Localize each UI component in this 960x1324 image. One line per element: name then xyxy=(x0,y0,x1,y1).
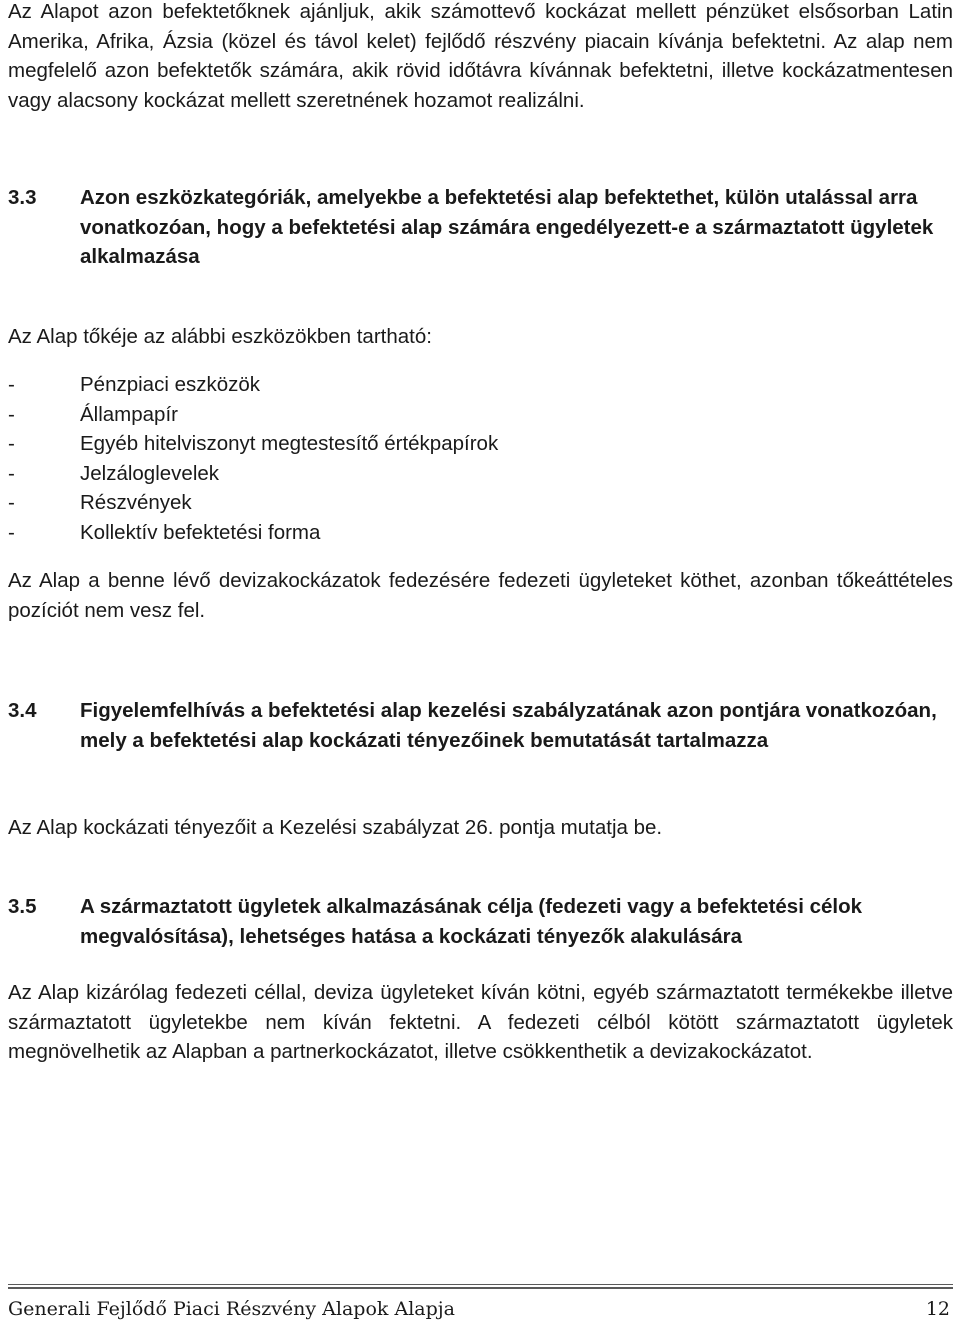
section-3-4-heading xyxy=(8,696,953,755)
section-title: Azon eszközkategóriák, amelyekbe a befektetési alap befektethet, külön utalással arra vonatkozóan, hogy a befektetési alap számára engedélyezett-e a származtatott ügyletek alkalmazása xyxy=(80,186,934,268)
list-item: - Jelzáloglevelek xyxy=(8,461,220,485)
section-3-5-heading xyxy=(8,892,953,951)
section-number: 3.3 xyxy=(8,186,37,209)
section-3-3-heading xyxy=(8,183,953,272)
section-number: 3.5 xyxy=(8,895,37,918)
intro-paragraph: Az Alapot azon befektetőknek ajánljuk, akik számottevő kockázat mellett pénzüket elsősorban Latin Amerika, Afrika, Ázsia (közel és távol kelet) fejlődő részvény piacain kívánja befektetni. Az alap nem megfelelő azon befektetők számára, akik rövid időtávra kívánnak befektetni, illetve kockázatmentesen vagy alacsony kockázat mellett szeretnének hozamot realizálni. xyxy=(8,0,953,112)
page-number: 12 xyxy=(925,1298,950,1320)
list-item: - Pénzpiaci eszközök xyxy=(8,373,261,396)
asset-list xyxy=(8,370,498,547)
section-3-3-closing: Az Alap a benne lévő devizakockázatok fedezésére fedezeti ügyleteket köthet, azonban tőkeáttételes pozíciót nem vesz fel. xyxy=(8,569,953,622)
section-3-4-body: Az Alap kockázati tényezőit a Kezelési szabályzat 26. pontja mutatja be. xyxy=(8,816,663,839)
footer-divider xyxy=(8,1287,953,1289)
section-title: Figyelemfelhívás a befektetési alap kezelési szabályzatának azon pontjára vonatkozóan, mely a befektetési alap kockázati tényezőinek bemutatását tartalmazza xyxy=(80,699,937,752)
section-3-3-lead: Az Alap tőkéje az alábbi eszközökben tartható: xyxy=(8,325,432,348)
list-item: - Állampapír xyxy=(8,402,178,426)
footer-divider xyxy=(8,1284,953,1285)
section-number: 3.4 xyxy=(8,699,37,722)
footer-document-title: Generali Fejlődő Piaci Részvény Alapok Alapja xyxy=(8,1298,455,1320)
list-item: - Részvények xyxy=(8,491,192,514)
section-3-5-body: Az Alap kizárólag fedezeti céllal, deviza ügyleteket kíván kötni, egyéb származtatott termékekbe illetve származtatott ügyletekbe nem kíván fektetni. A fedezeti célból kötött származtatott ügyletek megnövelhetik az Alapban a partnerkockázatot, illetve csökkenthetik a devizakockázatot. xyxy=(8,981,953,1063)
list-item: - Egyéb hitelviszonyt megtestesítő értékpapírok xyxy=(8,432,499,455)
section-title: A származtatott ügyletek alkalmazásának célja (fedezeti vagy a befektetési célok megvalósítása), lehetséges hatása a kockázati tényezők alakulására xyxy=(80,895,863,948)
list-item: - Kollektív befektetési forma xyxy=(8,520,321,544)
